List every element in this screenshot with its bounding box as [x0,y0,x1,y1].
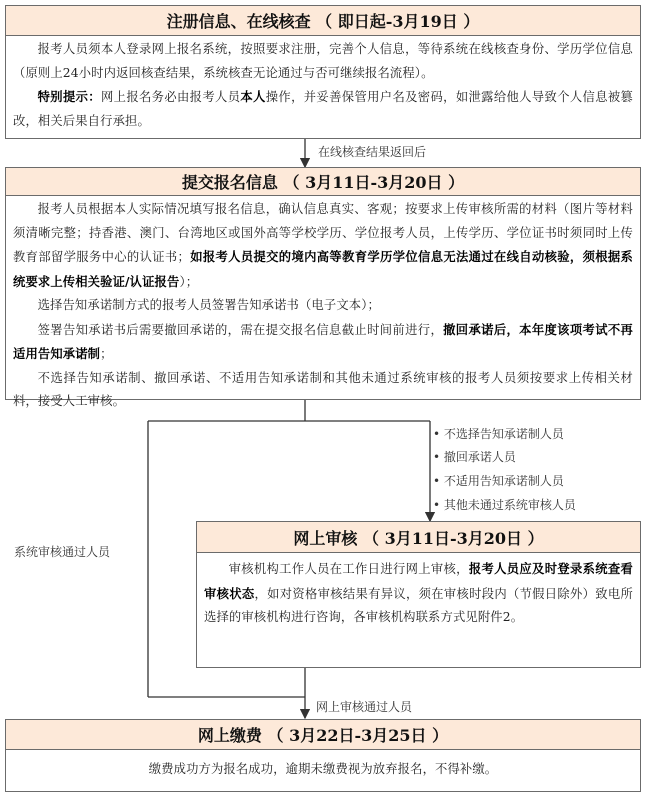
bullet-item: • 不选择告知承诺制人员 [433,427,564,441]
submit-para-4: 不选择告知承诺制、撤回承诺、不适用告知承诺制和其他未通过系统审核的报考人员须按要求上传相关材料，接受人工审核。 [13,370,633,408]
step-submit-title: 提交报名信息 （ 3月11日-3月20日 ） [6,168,640,196]
submit-para-3-a: 签署告知承诺书后需要撤回承诺的，需在提交报名信息截止时间前进行， [37,322,444,337]
step-payment-title: 网上缴费 （ 3月22日-3月25日 ） [6,720,640,750]
register-para-1: 报考人员须本人登录网上报名系统，按照要求注册，完善个人信息，等待系统在线核查身份、学历学位信息（原则上24小时内返回核查结果，系统核查无论通过与否可继续报名流程）。 [13,42,633,80]
submit-para-1-a: 报考人员根据本人实际情况填写报名信息，确认信息真实、客观；按要求上传审核所需的材料（图片等材料须清晰完整；持香港、澳门、台湾地区或国外高等学校学历、学位报考人员，上传学历、学位证书时须同时上传教育部留学服务中心的认证书； [13,202,633,264]
arrow1-label: 在线核查结果返回后 [318,145,427,159]
submit-para-2: 选择告知承诺制方式的报考人员签署告知承诺书（电子文本）； [37,298,380,312]
special-notice-label: 特别提示： [37,89,101,104]
register-para-2-a: 网上报名务必由报考人员 [100,90,241,104]
submit-para-3-b: ； [100,347,113,361]
arrow3-label: 网上审核通过人员 [316,700,413,714]
bullet-item: • 其他未通过系统审核人员 [433,498,576,512]
step-register-box [5,5,641,139]
step-payment-box [5,719,641,792]
submit-para-1-bold: 如报考人员提交的境内高等教育学历学位信息无法通过在线自动核验，须根据系统要求上传相关验证/认证报告 [13,249,633,289]
bypass-label: 系统审核通过人员 [14,545,111,559]
step-submit-body [6,196,640,414]
step-submit-box [5,167,641,408]
submit-para-3-bold: 撤回承诺后，本年度该项考试不再适用告知承诺制 [13,321,633,361]
step-payment-body: 缴费成功方为报名成功，逾期未缴费视为放弃报名，不得补缴。 [148,762,498,776]
step-register-title: 注册信息、在线核查 （ 即日起-3月19日 ） [6,6,640,36]
register-para-2-b: 操作，并妥善保管用户名及密码，如泄露给他人导致个人信息被篡改，相关后果自行承担。 [13,90,634,128]
submit-para-3 [13,318,633,367]
step-review-body [197,553,640,630]
review-para-b: ，如对资格审核结果有异议，须在审核时段内（节假日除外）致电所选择的审核机构进行咨询，各审核机构联系方式见附件2。 [204,586,633,624]
bullet-item: • 撤回承诺人员 [433,450,516,464]
review-para [204,557,633,630]
register-para-2 [13,85,633,133]
review-para-a: 审核机构工作人员在工作日进行网上审核， [228,562,469,576]
step-review-box [196,521,641,668]
submit-para-1-b: ）； [179,274,199,289]
bullet-item: • 不适用告知承诺制人员 [433,474,564,488]
step-register-body [6,36,640,133]
review-para-bold: 报考人员应及时登录系统查看审核状态 [204,561,633,601]
submit-para-1 [13,198,633,294]
step-review-title: 网上审核 （ 3月11日-3月20日 ） [197,522,640,553]
register-para-2-bold: 本人 [240,89,266,104]
